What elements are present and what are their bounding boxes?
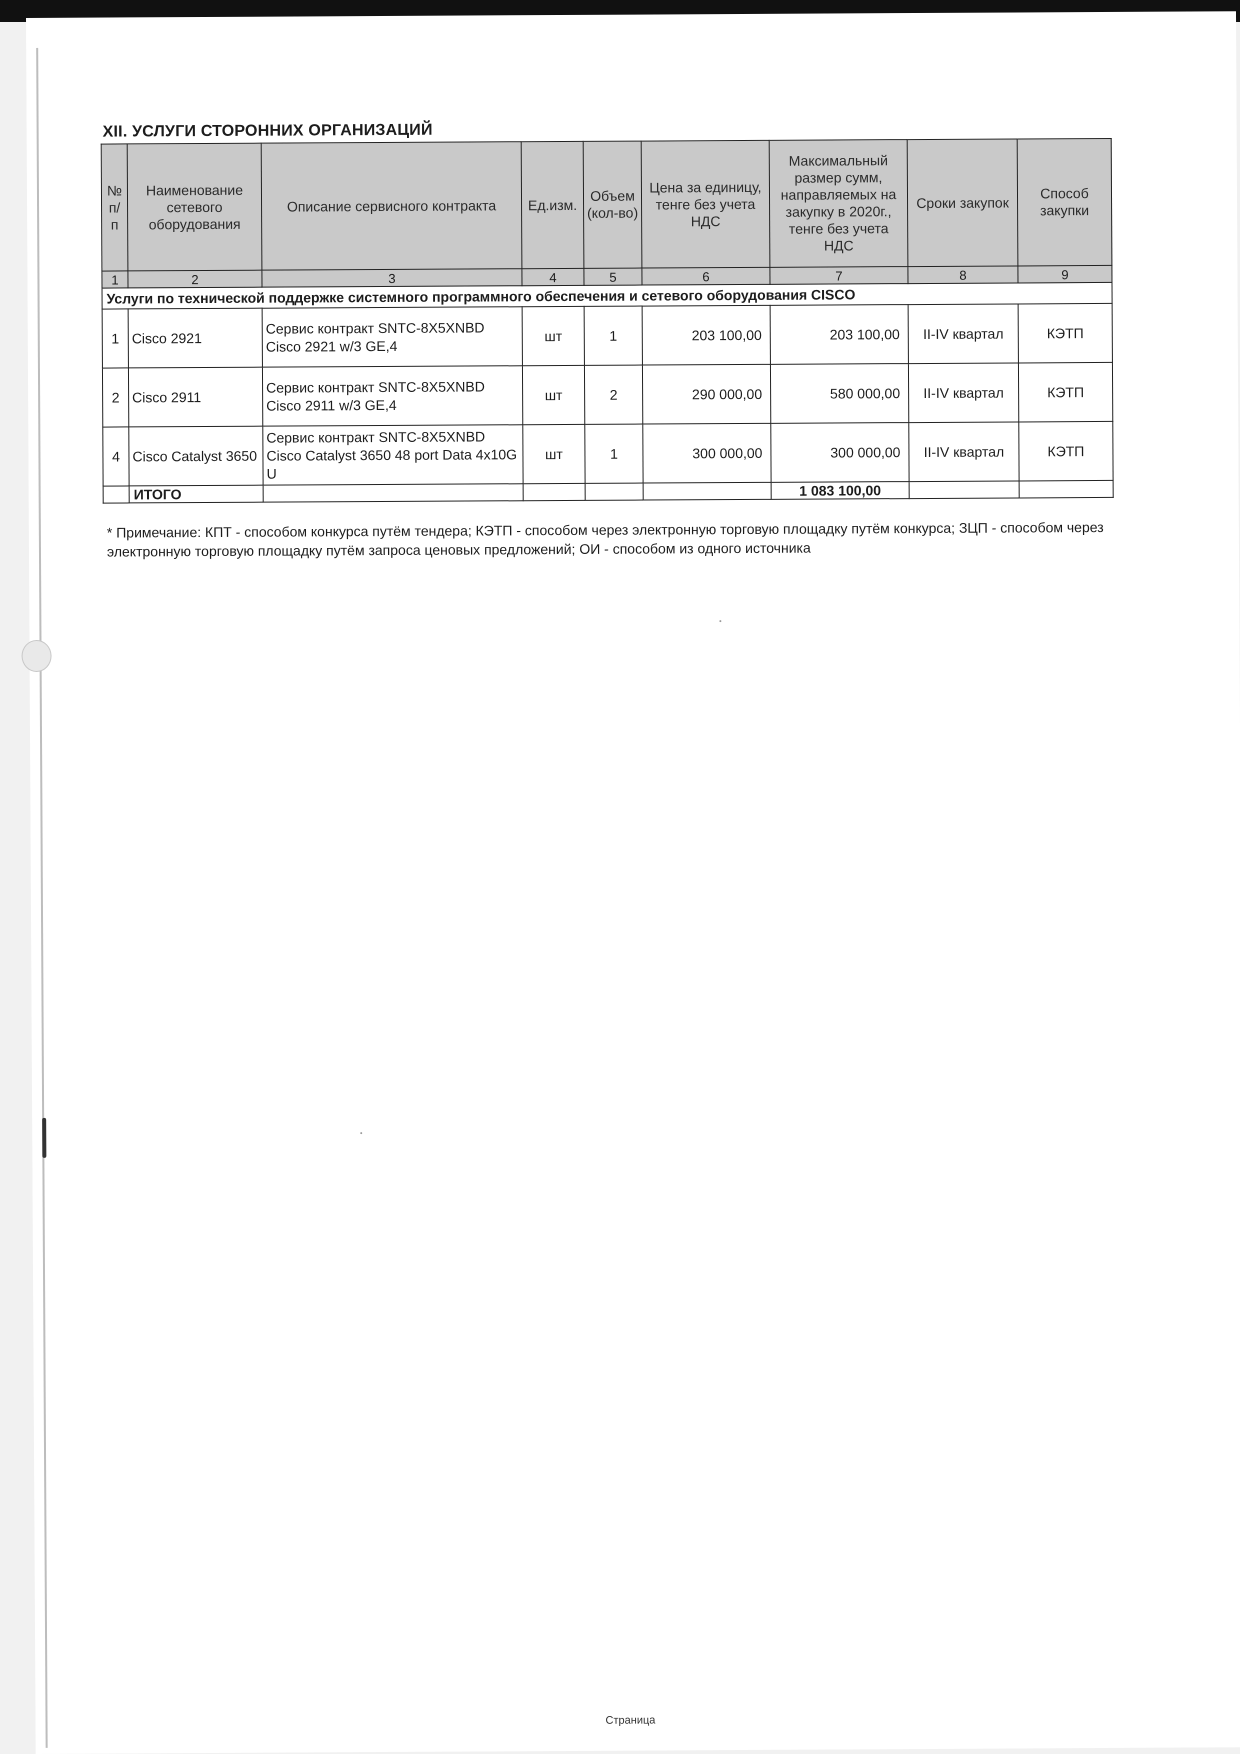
total-label: ИТОГО bbox=[129, 485, 263, 503]
total-amount: 1 083 100,00 bbox=[771, 482, 909, 500]
procurement-table bbox=[101, 138, 1114, 504]
row-number: 2 bbox=[102, 368, 128, 427]
procurement-period: II-IV квартал bbox=[909, 422, 1019, 482]
page-fold-line bbox=[36, 48, 47, 1748]
section-title: XII. УСЛУГИ СТОРОННИХ ОРГАНИЗАЦИЙ bbox=[102, 121, 433, 141]
procurement-method: КЭТП bbox=[1018, 303, 1112, 363]
page-footer: Страница bbox=[605, 1714, 656, 1727]
header-cell: Сроки закупок bbox=[907, 139, 1018, 267]
header-cell: Описание сервисного контракта bbox=[261, 142, 522, 270]
unit: шт bbox=[522, 365, 584, 424]
column-number: 7 bbox=[770, 267, 908, 285]
contract-description: Сервис контракт SNTC-8X5XNBD Cisco Catalyst 3650 48 port Data 4x10G U bbox=[263, 425, 523, 485]
punch-hole bbox=[21, 640, 51, 672]
contract-description: Сервис контракт SNTC-8X5XNBD Cisco 2911 w/3 GE,4 bbox=[262, 366, 522, 426]
table-header-row bbox=[101, 138, 1112, 271]
speck bbox=[360, 1132, 362, 1134]
max-amount: 203 100,00 bbox=[770, 305, 908, 365]
unit: шт bbox=[522, 306, 584, 365]
quantity: 1 bbox=[585, 424, 643, 483]
max-amount: 300 000,00 bbox=[771, 423, 909, 483]
speck bbox=[719, 620, 721, 622]
header-cell: Цена за единицу, тенге без учета НДС bbox=[641, 140, 770, 268]
column-number: 5 bbox=[584, 268, 642, 285]
total-empty-cell bbox=[263, 484, 523, 502]
row-number: 4 bbox=[103, 427, 129, 486]
column-number: 9 bbox=[1018, 265, 1112, 283]
table-row bbox=[103, 421, 1113, 486]
procurement-method: КЭТП bbox=[1019, 421, 1113, 481]
column-number: 1 bbox=[102, 271, 128, 288]
total-empty-cell bbox=[585, 483, 643, 500]
total-empty-cell bbox=[1019, 480, 1113, 498]
quantity: 2 bbox=[584, 365, 642, 424]
table-row bbox=[102, 362, 1112, 427]
row-number: 1 bbox=[102, 309, 128, 368]
quantity: 1 bbox=[584, 306, 642, 365]
unit-price: 203 100,00 bbox=[642, 305, 770, 365]
unit: шт bbox=[523, 424, 585, 483]
equipment-name: Cisco Catalyst 3650 bbox=[129, 426, 263, 486]
column-number: 6 bbox=[642, 267, 770, 285]
header-cell: Максимальный размер сумм, направляемых на закупку в 2020г., тенге без учета НДС bbox=[769, 140, 908, 268]
total-empty-cell bbox=[523, 483, 585, 500]
procurement-method: КЭТП bbox=[1018, 362, 1112, 422]
header-cell: Наименование сетевого оборудования bbox=[127, 143, 262, 271]
equipment-name: Cisco 2911 bbox=[128, 367, 262, 427]
procurement-period: II-IV квартал bbox=[908, 304, 1018, 364]
equipment-name: Cisco 2921 bbox=[128, 308, 262, 368]
total-empty-cell bbox=[909, 481, 1019, 499]
procurement-period: II-IV квартал bbox=[908, 363, 1018, 423]
table-row bbox=[102, 303, 1112, 368]
column-number: 8 bbox=[908, 266, 1018, 284]
scan-mark bbox=[42, 1118, 46, 1158]
column-number: 2 bbox=[128, 270, 262, 288]
header-cell: Объем (кол-во) bbox=[583, 141, 642, 268]
unit-price: 290 000,00 bbox=[642, 364, 770, 424]
column-number: 3 bbox=[262, 269, 522, 287]
contract-description: Сервис контракт SNTC-8X5XNBD Cisco 2921 w/3 GE,4 bbox=[262, 307, 522, 367]
section-label: Услуги по технической поддержке системного программного обеспечения и сетевого оборудования CISCO bbox=[102, 282, 1112, 309]
footnote: * Примечание: КПТ - способом конкурса путём тендера; КЭТП - способом через электронную торговую площадку путём конкурса; ЗЦП - способом через электронную торговую площадку путём запроса ценовых предложений; ОИ - способом из одного источника bbox=[106, 518, 1104, 560]
total-empty-cell bbox=[643, 482, 771, 500]
column-number: 4 bbox=[522, 268, 584, 285]
header-cell: № п/п bbox=[101, 144, 128, 271]
unit-price: 300 000,00 bbox=[643, 423, 771, 483]
document-page bbox=[26, 11, 1240, 1754]
header-cell: Способ закупки bbox=[1017, 138, 1112, 266]
max-amount: 580 000,00 bbox=[770, 364, 908, 424]
header-cell: Ед.изм. bbox=[521, 141, 584, 268]
total-empty-cell bbox=[103, 486, 129, 503]
